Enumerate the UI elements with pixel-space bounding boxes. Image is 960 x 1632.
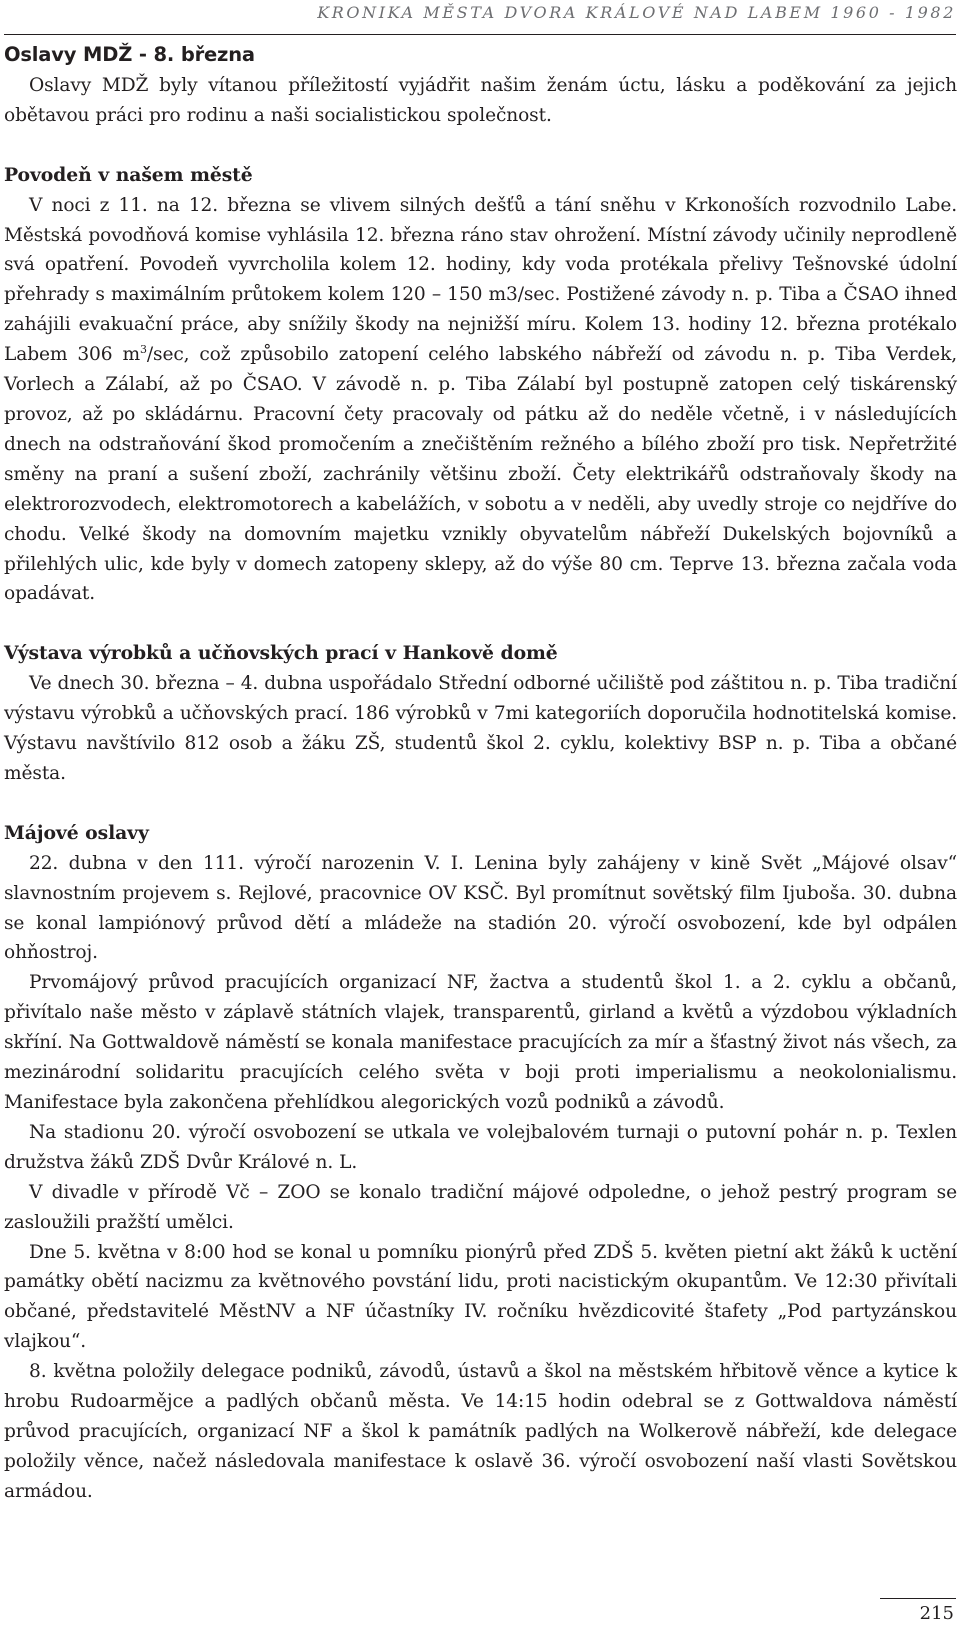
footer-rule bbox=[880, 1598, 956, 1599]
running-header: KRONIKA MĚSTA DVORA KRÁLOVÉ NAD LABEM 1960 - 1982 bbox=[317, 3, 956, 22]
section-exhibition bbox=[4, 639, 957, 789]
page-content bbox=[4, 40, 957, 1507]
spacer bbox=[4, 131, 957, 161]
section-title-mdz: Oslavy MDŽ - 8. března bbox=[4, 43, 255, 66]
header-rule bbox=[4, 34, 956, 35]
paragraph-may-5: Dne 5. května v 8:00 hod se konal u pomníku pionýrů před ZDŠ 5. květen pietní akt žáků k uctění památky obětí nacizmu za květnového povstání lidu, proti nacistickým okupantům. Ve 12:30 přivítali občané, představitelé MěstNV a NF účastníky IV. ročníku hvězdicovité štafety „Pod partyzánskou vlajkou“. bbox=[4, 1241, 957, 1353]
spacer bbox=[4, 609, 957, 639]
paragraph-may-6: 8. května položily delegace podniků, závodů, ústavů a škol na městském hřbitově věnce a kytice k hrobu Rudoarmějce a padlých občanů města. Ve 14:15 hodin odebral se z Gottwaldova náměstí průvod pracujících, organizací NF a škol k památník padlých na Wolkerově nábřeží, kde delegace položily věnce, načež následovala manifestace k oslavě 36. výročí osvobození naší vlasti Sovětskou armádou. bbox=[4, 1361, 957, 1502]
spacer bbox=[4, 789, 957, 819]
section-title-exhibition: Výstava výrobků a učňovských prací v Hankově domě bbox=[4, 642, 558, 665]
section-may bbox=[4, 819, 957, 1507]
paragraph-may-4: V divadle v přírodě Vč – ZOO se konalo tradiční májové odpoledne, o jehož pestrý program se zasloužili pražští umělci. bbox=[4, 1181, 957, 1233]
paragraph-may-1: 22. dubna v den 111. výročí narozenin V. I. Lenina byly zahájeny v kině Svět „Májové olsav“ slavnostním projevem s. Rejlové, pracovnice OV KSČ. Byl promítnut sovětský film Ijuboša. 30. dubna se konal lampiónový průvod dětí a mládeže na stadión 20. výročí osvobození, kde byl odpálen ohňostroj. bbox=[4, 852, 957, 964]
section-title-may: Májové oslavy bbox=[4, 821, 149, 844]
paragraph-exhibition: Ve dnech 30. března – 4. dubna uspořádalo Střední odborné učiliště pod záštitou n. p. Tiba tradiční výstavu výrobků a učňovských prací. 186 výrobků v 7mi kategoriích doporučila hodnotitelská komise. Výstavu navštívilo 812 osob a žáku ZŠ, studentů škol 2. cyklu, kolektivy BSP n. p. Tiba a občané města. bbox=[4, 673, 957, 784]
paragraph-flood: V noci z 11. na 12. března se vlivem silných dešťů a tání sněhu v Krkonoších rozvodnilo Labe. Městská povodňová komise vyhlásila 12. března ráno stav ohrožení. Místní závody učinily neprodleně svá opatření. Povodeň vyvrcholila kolem 12. hodiny, kdy voda protékala přelivy Tešnovské údolní přehrady s maximálním průtokem kolem 120 – 150 m3/sec. Postižené závody n. p. Tiba a ČSAO ihned zahájili evakuační práce, aby snížily škody na nejnižší míru. Kolem 13. hodiny 12. března protékalo Labem 306 $m^3/\sec$, což způsobilo zatopení celého labského nábřeží od závodu n. p. Tiba Verdek, Vorlech a Zálabí, až po ČSAO. V závodě n. p. Tiba Zálabí byl postupně zatopen celý tiskárenský provoz, až po skládárnu. Pracovní čety pracovaly od pátku až do neděle včetně, i v následujících dnech na odstraňování škod promočením a znečištěním režného a bílého zboží pro tisk. Nepřetržité směny na praní a sušení zboží, zachránily většinu zboží. Čety elektrikářů odstraňovaly škody na elektrorozvodech, elektromotorech a kabelážích, v sobotu a v neděli, aby uvedly stroje co nejdříve do chodu. Velké škody na domovním majetku vznikly obyvatelům nábřeží Dukelských bojovníků a přilehlých ulic, kde byly v domech zatopeny sklepy, až do výše 80 cm. Teprve 13. března začala voda opadávat. bbox=[4, 194, 958, 605]
paragraph-may-3: Na stadionu 20. výročí osvobození se utkala ve volejbalovém turnaji o putovní pohár n. p. Texlen družstva žáků ZDŠ Dvůr Králové n. L. bbox=[4, 1121, 957, 1173]
paragraph-mdz: Oslavy MDŽ byly vítanou příležitostí vyjádřit našim ženám úctu, lásku a poděkování za jejich obětavou práci pro rodinu a naši socialistickou společnost. bbox=[4, 74, 957, 126]
superscript-cubed: 3 bbox=[139, 342, 147, 356]
section-flood bbox=[4, 161, 957, 610]
page-number: 215 bbox=[919, 1603, 954, 1624]
section-title-flood: Povodeň v našem městě bbox=[4, 163, 253, 186]
section-mdz bbox=[4, 40, 957, 131]
paragraph-may-2: Prvomájový průvod pracujících organizací NF, žactva a studentů škol 1. a 2. cyklu a občanů, přivítalo naše město v záplavě státních vlajek, transparentů, girland a květů a výzdobou výkladních skříní. Na Gottwaldově náměstí se konala manifestace pracujících za mír a šťastný život nás všech, za mezinárodní solidaritu pracujících celého světa v boji proti imperialismu a neokolonialismu. Manifestace byla zakončena přehlídkou alegorických vozů podniků a závodů. bbox=[4, 972, 957, 1113]
